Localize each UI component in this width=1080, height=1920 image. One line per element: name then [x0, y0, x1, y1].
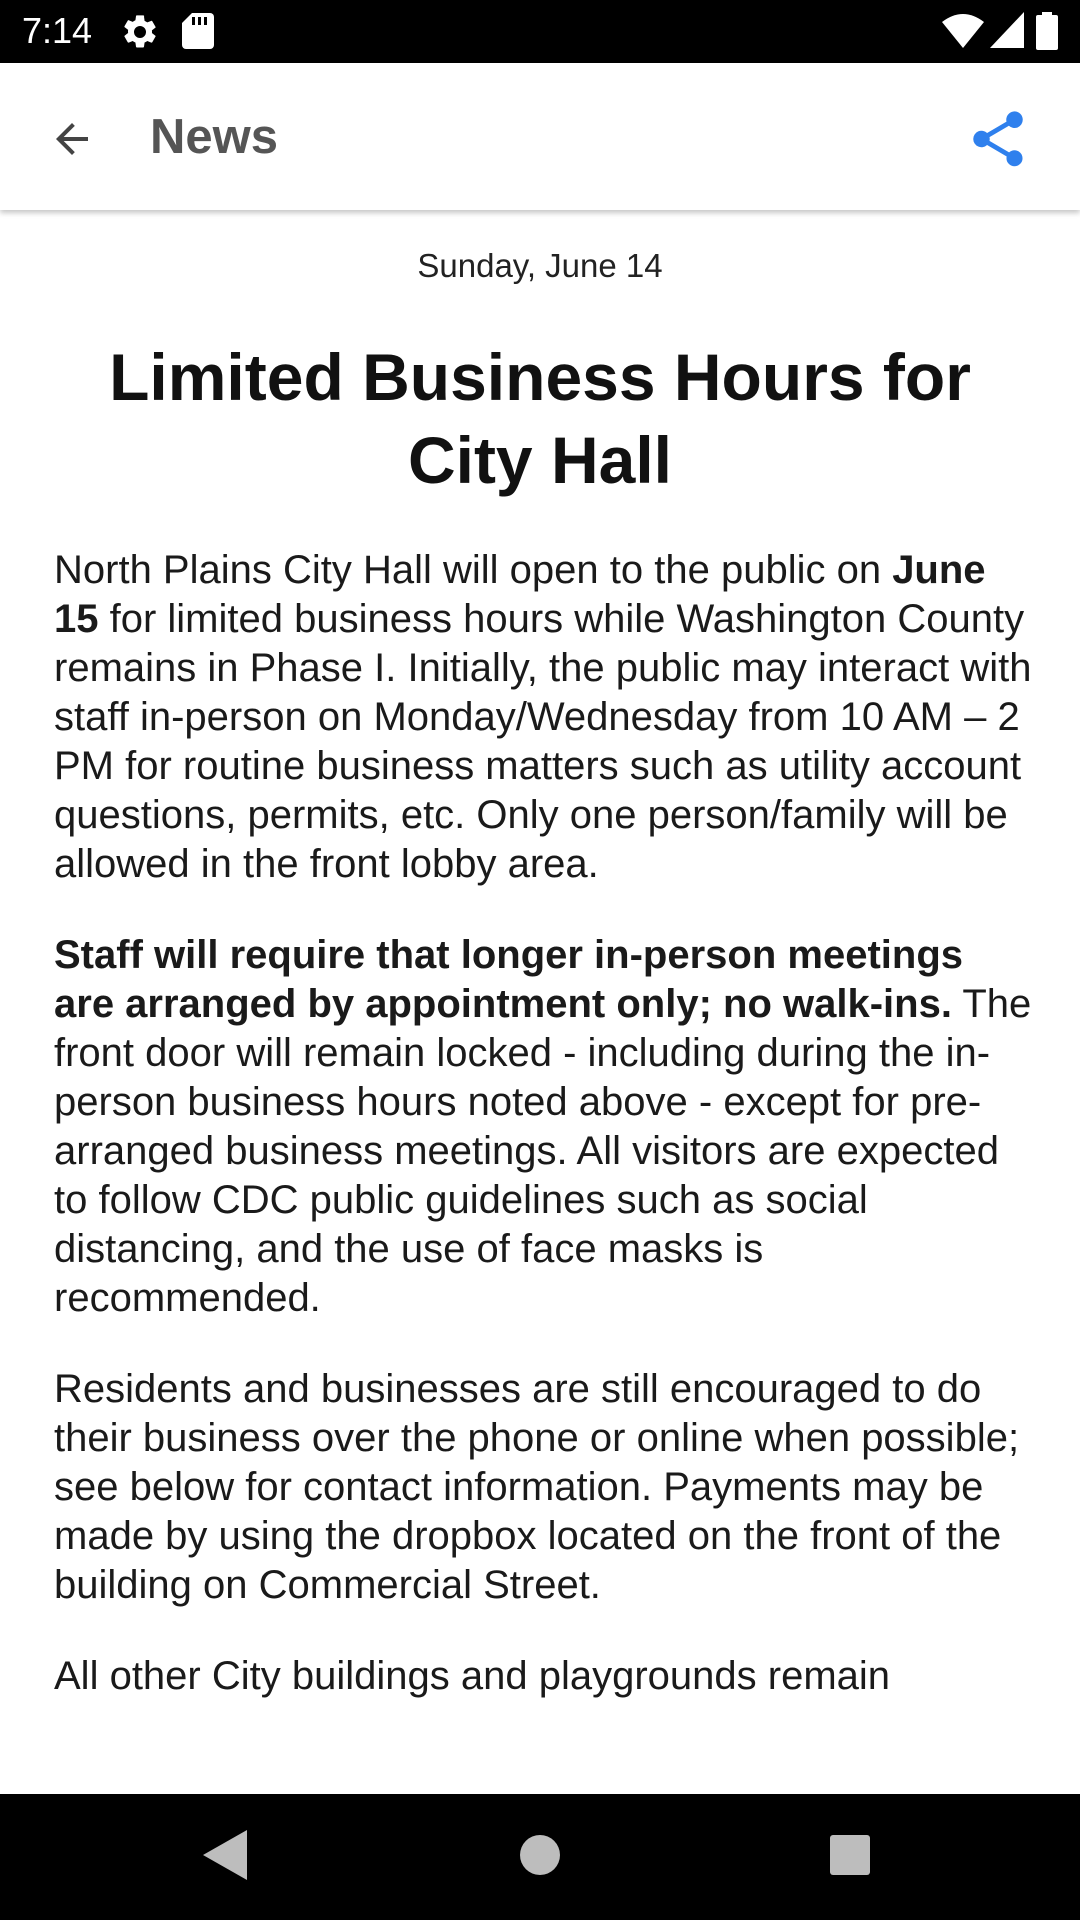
nav-home-button[interactable]	[497, 1814, 583, 1900]
article-date: Sunday, June 14	[417, 247, 663, 284]
sd-card-icon	[182, 13, 214, 54]
settings-icon	[120, 12, 160, 57]
article-content[interactable]	[0, 210, 1080, 1794]
paragraph-bold-text: Staff will require that longer in-person meetings are arranged by appointment only; no walk-ins.	[54, 933, 964, 1026]
paragraph-text: for limited business hours while Washington County remains in Phase I. Initially, the public may interact with staff in-person on Monday/Wednesday from 10 AM – 2 PM for routine business matters such as utility account questions, permits, etc. Only one person/family will be allowed in the front lobby area.	[54, 597, 1032, 886]
back-button[interactable]	[36, 105, 108, 177]
paragraph-text: The front door will remain locked - including during the in-person business hours noted above - except for pre-arranged business meetings. All visitors are expected to follow CDC public guidelines such as social distancing, and the use of face masks is recommended.	[54, 982, 1032, 1320]
paragraph-bold-text: June 15	[54, 548, 986, 641]
nav-back-triangle-icon	[203, 1830, 247, 1885]
arrow-left-icon	[48, 115, 96, 168]
app-bar	[0, 63, 1080, 210]
article-paragraph	[54, 931, 1034, 1323]
paragraph-text: North Plains City Hall will open to the public on	[54, 548, 893, 592]
article-title: Limited Business Hours for City Hall	[109, 340, 971, 497]
battery-icon	[1036, 12, 1058, 55]
share-button[interactable]	[956, 99, 1040, 183]
nav-recents-button[interactable]	[807, 1814, 893, 1900]
status-bar	[0, 0, 1080, 63]
wifi-icon	[942, 14, 984, 53]
system-nav-bar	[0, 1794, 1080, 1920]
nav-recents-square-icon	[830, 1835, 870, 1880]
nav-home-circle-icon	[519, 1834, 561, 1881]
article-paragraph: Residents and businesses are still encouraged to do their business over the phone or online when possible; see below for contact information. Payments may be made by using the dropbox located on the front of the building on Commercial Street.	[54, 1367, 1020, 1607]
nav-back-button[interactable]	[182, 1814, 268, 1900]
status-time: 7:14	[22, 10, 93, 51]
cell-signal-icon	[990, 12, 1024, 53]
article-body	[54, 546, 1034, 1743]
page-title: News	[150, 110, 279, 164]
article-paragraph	[54, 546, 1034, 889]
article-paragraph: All other City buildings and playgrounds remain	[54, 1654, 891, 1698]
share-icon	[965, 106, 1031, 177]
